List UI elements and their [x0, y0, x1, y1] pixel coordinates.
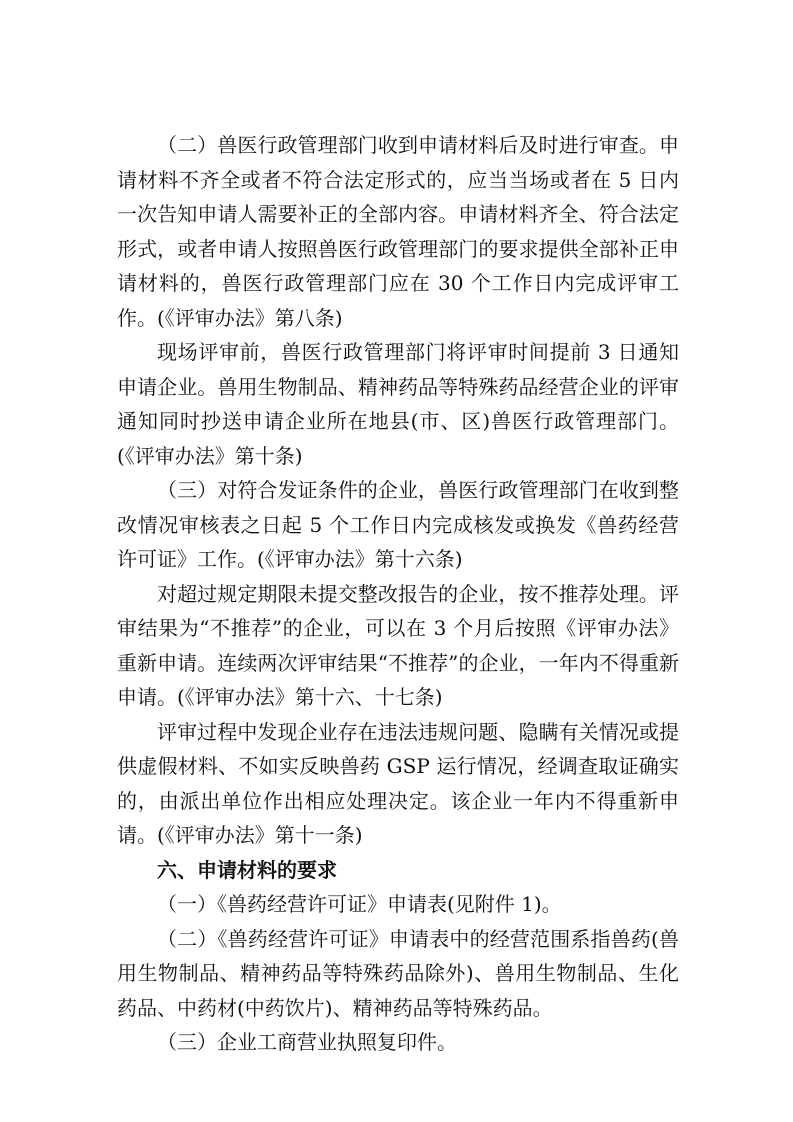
document-page	[117, 128, 679, 1060]
section-heading-application-materials: 六、申请材料的要求	[157, 857, 337, 882]
paragraph-license-issuance: （三）对符合发证条件的企业，兽医行政管理部门在收到整改情况审核表之日起 5 个工作日内完成核发或换发《兽药经营许可证》工作。(《评审办法》第十六条)	[117, 478, 679, 571]
paragraph-business-scope: （二）《兽药经营许可证》申请表中的经营范围系指兽药(兽用生物制品、精神药品等特殊药品除外)、兽用生物制品、生化药品、中药材(中药饮片)、精神药品等特殊药品。	[117, 926, 679, 1020]
paragraph-application-form: （一）《兽药经营许可证》申请表(见附件 1)。	[157, 892, 562, 916]
paragraph-review-procedure: （二）兽医行政管理部门收到申请材料后及时进行审查。申请材料不齐全或者不符合法定形式的，应当当场或者在 5 日内一次告知申请人需要补正的全部内容。申请材料齐全、符合法定形式，或者申请人按照兽医行政管理部门的要求提供全部补正申请材料的，兽医行政管理部门应在 30 个工作日内完成评审工作。(《评审办法》第八条)	[117, 133, 679, 330]
paragraph-violations: 评审过程中发现企业存在违法违规问题、隐瞒有关情况或提供虚假材料、不如实反映兽药 GSP 运行情况，经调查取证确实的，由派出单位作出相应处理决定。该企业一年内不得重新申请。(《评审办法》第十一条)	[117, 719, 679, 847]
paragraph-not-recommended: 对超过规定期限未提交整改报告的企业，按不推荐处理。评审结果为“不推荐”的企业，可以在 3 个月后按照《评审办法》重新申请。连续两次评审结果“不推荐”的企业，一年内不得重新申请。(《评审办法》第十六、十七条)	[117, 581, 679, 709]
paragraph-onsite-review-notice: 现场评审前，兽医行政管理部门将评审时间提前 3 日通知申请企业。兽用生物制品、精神药品等特殊药品经营企业的评审通知同时抄送申请企业所在地县(市、区)兽医行政管理部门。(《评审办法》第十条)	[117, 340, 679, 468]
paragraph-business-license-copy: （三）企业工商营业执照复印件。	[157, 1030, 457, 1054]
